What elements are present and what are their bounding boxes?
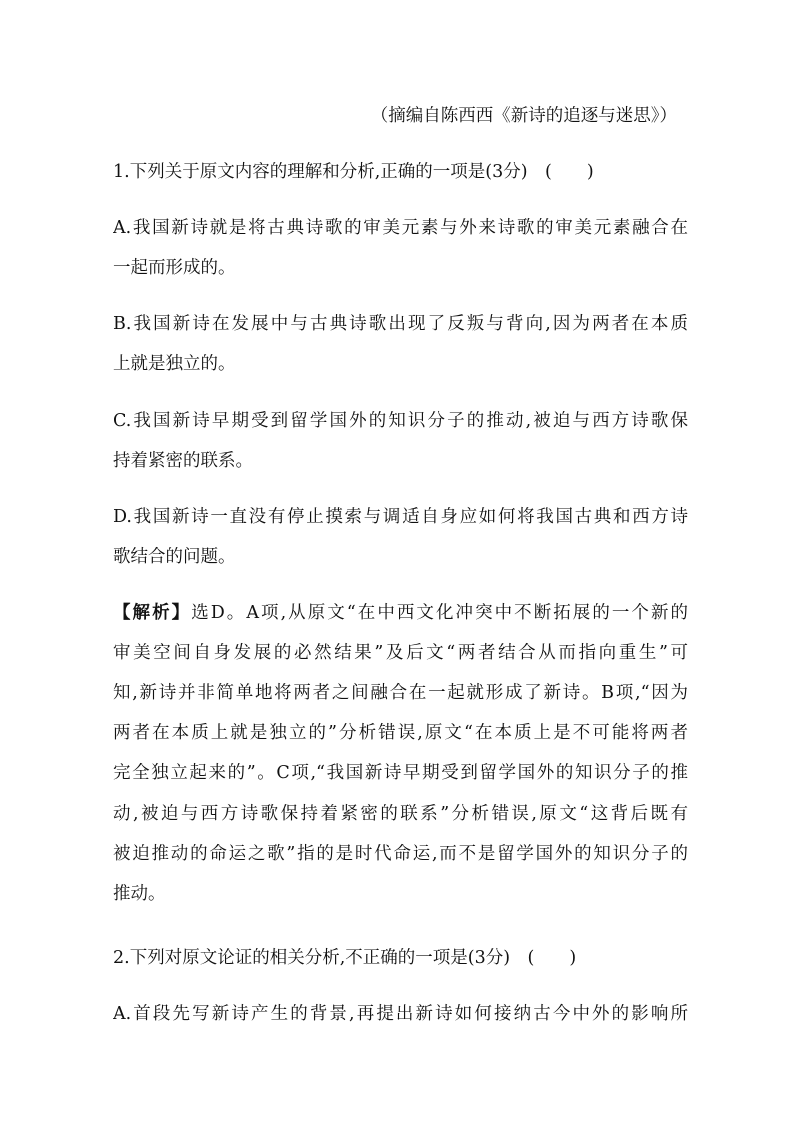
analysis-line-4: 两者在本质上就是独立的”分析错误,原文“在本质上是不可能将两者: [113, 723, 688, 743]
analysis-tag: 【解析】: [113, 603, 192, 623]
analysis-line-3: 知,新诗并非简单地将两者之间融合在一起就形成了新诗。B项,“因为: [113, 683, 688, 703]
analysis-line-7: 被迫推动的命运之歌”指的是时代命运,而不是留学国外的知识分子的: [113, 844, 688, 864]
q1-option-c-line-2: 持着紧密的联系。: [113, 451, 253, 471]
question-1-stem: 1.下列关于原文内容的理解和分析,正确的一项是(3分) ( ): [113, 162, 594, 182]
analysis-line-1: [113, 601, 688, 625]
q1-option-d-line-1: D.我国新诗一直没有停止摸索与调适自身应如何将我国古典和西方诗: [113, 507, 688, 527]
analysis-line-2: 审美空间自身发展的必然结果”及后文“两者结合从而指向重生”可: [113, 643, 688, 663]
q1-option-a-line-2: 一起而形成的。: [113, 258, 236, 278]
source-note: （摘编自陈西西《新诗的追逐与迷思》）: [370, 106, 677, 126]
q1-option-d-line-2: 歌结合的问题。: [113, 547, 236, 567]
analysis-line-8: 推动。: [113, 884, 166, 904]
analysis-text-1: 选D。A项,从原文“在中西文化冲突中不断拓展的一个新的: [191, 603, 688, 623]
question-2-stem: 2.下列对原文论证的相关分析,不正确的一项是(3分) ( ): [113, 948, 577, 968]
q1-option-b-line-2: 上就是独立的。: [113, 354, 236, 374]
q1-option-c-line-1: C.我国新诗早期受到留学国外的知识分子的推动,被迫与西方诗歌保: [113, 411, 688, 431]
analysis-line-5: 完全独立起来的”。C项,“我国新诗早期受到留学国外的知识分子的推: [113, 763, 688, 783]
q2-option-a-line-1: A.首段先写新诗产生的背景,再提出新诗如何接纳古今中外的影响所: [113, 1004, 688, 1024]
analysis-line-6: 动,被迫与西方诗歌保持着紧密的联系”分析错误,原文“这背后既有: [113, 804, 688, 824]
q1-option-a-line-1: A.我国新诗就是将古典诗歌的审美元素与外来诗歌的审美元素融合在: [113, 218, 688, 238]
q1-option-b-line-1: B.我国新诗在发展中与古典诗歌出现了反叛与背向,因为两者在本质: [113, 314, 688, 334]
